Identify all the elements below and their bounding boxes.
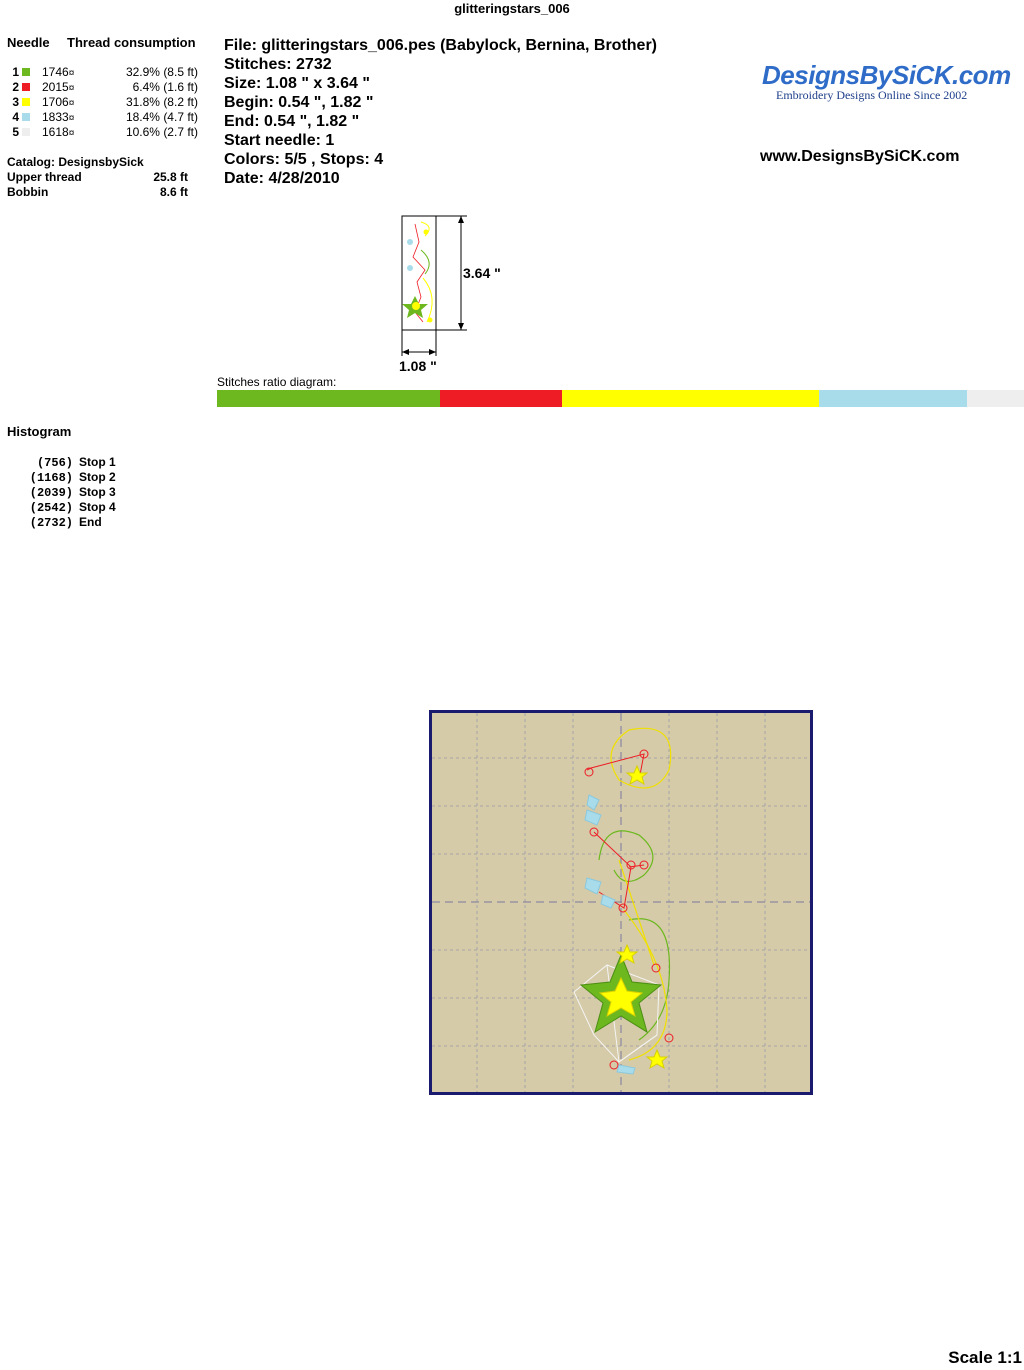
info-colors: Colors: 5/5 , Stops: 4 <box>224 151 384 168</box>
stop-label: Stop 3 <box>79 485 116 499</box>
stitches-ratio-bar <box>217 390 1024 407</box>
needle-number: 3 <box>12 95 19 109</box>
thread-code: 1618 ¤ <box>42 125 74 139</box>
bobbin-value: 8.6 ft <box>159 185 188 199</box>
ratio-segment <box>440 390 563 407</box>
bobbin-label: Bobbin <box>7 185 49 199</box>
histogram-stop-row <box>7 500 116 515</box>
thread-consumption: 6.4% (1.6 ft) <box>132 80 198 94</box>
thread-consumption: 10.6% (2.7 ft) <box>125 125 198 139</box>
histogram-label: Histogram <box>7 424 72 439</box>
ratio-segment <box>967 390 1023 407</box>
histogram-stop-row <box>7 455 116 470</box>
histogram-stop-row <box>7 515 102 530</box>
histogram-stop-row <box>7 470 116 485</box>
needle-number: 1 <box>12 65 19 79</box>
brand-logo: DesignsBySiCK.com <box>762 60 1011 90</box>
thread-code: 1706 ¤ <box>42 95 74 109</box>
info-file: File: glitteringstars_006.pes (Babylock, Bernina, Brother) <box>224 37 658 54</box>
needle-number: 4 <box>12 110 19 124</box>
thread-consumption: 18.4% (4.7 ft) <box>125 110 198 124</box>
website-url: www.DesignsBySiCK.com <box>760 148 960 165</box>
height-dimension-label: 3.64 " <box>463 265 501 281</box>
upper-thread-value: 25.8 ft <box>153 170 188 184</box>
info-end: End: 0.54 ", 1.82 " <box>224 113 360 130</box>
stop-label: Stop 2 <box>79 470 116 484</box>
thread-code: 1746 ¤ <box>42 65 74 79</box>
width-dimension-label: 1.08 " <box>399 358 437 374</box>
thread-code: 1833 ¤ <box>42 110 74 124</box>
needle-color-swatch <box>21 97 31 107</box>
needle-color-swatch <box>21 112 31 122</box>
info-size: Size: 1.08 " x 3.64 " <box>224 75 370 92</box>
ratio-segment <box>562 390 819 407</box>
stop-label: Stop 1 <box>79 455 116 469</box>
needle-header: Needle <box>7 35 50 50</box>
stop-stitch-count: (2732) <box>29 516 73 530</box>
stop-label: End <box>79 515 102 529</box>
info-begin: Begin: 0.54 ", 1.82 " <box>224 94 374 111</box>
needle-color-swatch <box>21 82 31 92</box>
thread-code: 2015 ¤ <box>42 80 74 94</box>
page-title: glitteringstars_006 <box>454 1 570 16</box>
ratio-label: Stitches ratio diagram: <box>217 375 337 389</box>
upper-thread-label: Upper thread <box>7 170 82 184</box>
thread-consumption: 32.9% (8.5 ft) <box>125 65 198 79</box>
stop-stitch-count: (1168) <box>29 471 73 485</box>
needle-number: 5 <box>12 125 19 139</box>
needle-color-swatch <box>21 67 31 77</box>
ratio-segment <box>217 390 440 407</box>
thread-consumption: 31.8% (8.2 ft) <box>125 95 198 109</box>
stop-stitch-count: (2542) <box>29 501 73 515</box>
catalog-label: Catalog: DesignsbySick <box>7 155 144 169</box>
info-start-needle: Start needle: 1 <box>224 132 335 149</box>
needle-number: 2 <box>12 80 19 94</box>
info-stitches: Stitches: 2732 <box>224 56 332 73</box>
hoop-preview <box>429 710 813 1095</box>
stop-stitch-count: (2039) <box>29 486 73 500</box>
histogram-stop-row <box>7 485 116 500</box>
design-thumbnail <box>395 212 515 377</box>
brand-tagline: Embroidery Designs Online Since 2002 <box>776 88 968 102</box>
thumbnail-blue-cluster <box>407 239 413 245</box>
needle-color-swatch <box>21 127 31 137</box>
thread-consumption-header: Thread consumption <box>67 35 196 50</box>
scale-label: Scale 1:1 <box>948 1348 1022 1367</box>
info-date: Date: 4/28/2010 <box>224 170 340 187</box>
stop-label: Stop 4 <box>79 500 116 514</box>
stop-stitch-count: (756) <box>36 456 73 470</box>
ratio-segment <box>819 390 967 407</box>
